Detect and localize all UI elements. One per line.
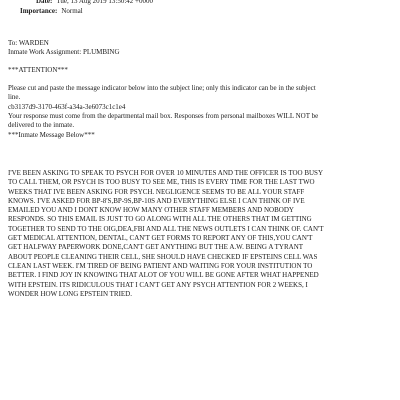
message-line: TO CALL THEM, OR PSYCH IS TOO BUSY TO SEE ME, THIS IS EVERY TIME FOR THE LAST TWO (8, 178, 315, 187)
message-below-line: ***Inmate Message Below*** (8, 131, 95, 139)
message-line: KNOWS. I'VE ASKED FOR BP-8'S,BP-9S,BP-10S AND EVERYTHING ELSE I CAN THINK OF IVE (8, 196, 305, 205)
instruction-line: delivered to the inmate. (8, 121, 75, 130)
importance-value: Normal (61, 7, 83, 15)
message-line: WEEKS THAT IVE BEEN ASKING FOR PSYCH. NEGLIGENCE SEEMS TO BE ALL YOUR STAFF (8, 187, 305, 196)
date-header (36, 0, 153, 6)
instruction-line: line. (8, 93, 21, 102)
to-line: To: WARDEN (8, 39, 49, 47)
message-line: RESPONDS. SO THIS EMAIL IS JUST TO GO ALONG WITH ALL THE OTHERS THAT IM GETTING (8, 215, 312, 224)
instruction-line: Your response must come from the departmental mail box. Responses from personal mailboxes WILL NOT be (8, 111, 319, 120)
date-value: Tue, 13 Aug 2019 13:50:42 +0000 (56, 0, 153, 5)
message-line: I'VE BEEN ASKING TO SPEAK TO PSYCH FOR OVER 10 MINUTES AND THE OFFICER IS TOO BUSY (8, 169, 324, 177)
message-line: WITH EPSTEIN. ITS RIDICULOUS THAT I CAN'T GET ANY PSYCH ATTENTION FOR 2 WEEKS, I (8, 280, 308, 289)
instruction-line: Please cut and paste the message indicator below into the subject line; only this indicator can be in the subject (8, 84, 316, 92)
attention-line: ***ATTENTION*** (8, 66, 68, 74)
assignment-line: Inmate Work Assignment: PLUMBING (8, 48, 120, 56)
instructions-block (8, 84, 394, 130)
message-line: CLEAN LAST WEEK. I'M TIRED OF BEING PATIENT AND WAITING FOR YOUR INSTITUTION TO (8, 261, 313, 270)
message-line: WONDER HOW LONG EPSTEIN TRIED. (8, 289, 132, 298)
message-line: BETTER. I FIND JOY IN KNOWING THAT ALOT OF YOU WILL BE GONE AFTER WHAT HAPPENED (8, 271, 319, 280)
inmate-message (8, 169, 394, 299)
message-line: GET MEDICAL ATTENTION, DENTAL, CAN'T GET FORMS TO REPORT ANY OF THIS,YOU CAN'T (8, 234, 313, 243)
date-label: Date: (36, 0, 53, 5)
message-line: TOGETHER TO SEND TO THE OIG,DEA,FBI AND ALL THE NEWS OUTLETS I CAN THINK OF. CAN'T (8, 224, 324, 233)
importance-header (20, 7, 83, 16)
message-line: GET HALFWAY PAPERWORK DONE,CAN'T GET ANYTHING BUT THE A.W. BEING A TYRANT (8, 243, 304, 252)
message-indicator: cb3137d9-3170-463f-a34a-3e6073c1c1e4 (8, 102, 126, 111)
message-line: ABOUT PEOPLE CLEANING THEIR CELL, SHE SHOULD HAVE CHECKED IF EPSTEINS CELL WAS (8, 252, 318, 261)
importance-label: Importance: (20, 7, 58, 15)
message-line: EMAILED YOU AND I DONT KNOW HOW MANY OTHER STAFF MEMBERS AND NOBODY (8, 206, 294, 215)
